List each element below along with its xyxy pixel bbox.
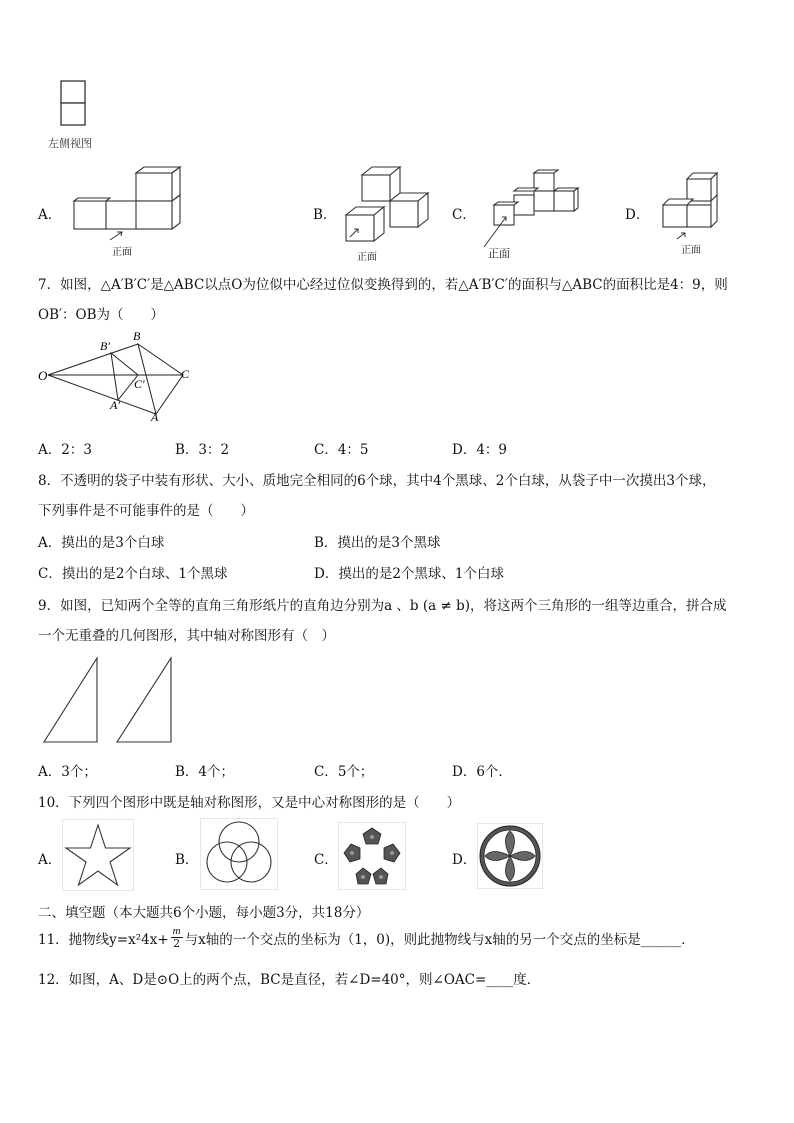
q6-option-b-letter[interactable]: B． (313, 207, 337, 223)
q7-stem-line1: 7．如图，△A′B′C′是△ABC以点O为位似中心经过位似变换得到的，若△A′B′C′的面积与△ABC的面积比是4：9，则 (38, 277, 728, 293)
q8-option-c[interactable]: C．摸出的是2个白球、1个黑球 (38, 566, 228, 582)
q6-option-a-front-label: 正面 (112, 247, 132, 258)
q9-option-d[interactable]: D．6个． (452, 764, 512, 780)
q7-option-c[interactable]: C．4：5 (314, 442, 369, 458)
q6-option-a-letter[interactable]: A． (38, 207, 62, 223)
q9-stem-line1: 9．如图，已知两个全等的直角三角形纸片的直角边分别为a 、b (a ≠ b)，将这两个三角形的一组等边重合，拼合成 (38, 598, 727, 614)
q6-option-b-front-label: 正面 (357, 252, 377, 263)
q11-fraction (171, 925, 183, 950)
q11-stem-pre: 11．抛物线y=x²4x+ (38, 931, 169, 948)
q10-option-d-letter[interactable]: D． (452, 852, 477, 868)
left-side-view-label: 左侧视图 (48, 137, 92, 150)
q11-fraction-denominator: 2 (173, 937, 181, 950)
q8-stem-line1: 8．不透明的袋子中装有形状、大小、质地完全相同的6个球，其中4个黑球、2个白球，从袋子中一次摸出3个球， (38, 473, 716, 489)
q7-label-c-prime: C′ (134, 377, 145, 391)
q7-option-a[interactable]: A．2：3 (38, 442, 92, 458)
q6-option-b-figure (338, 165, 438, 260)
q11-stem (38, 925, 695, 950)
q10-option-a-letter[interactable]: A． (38, 852, 62, 868)
q8-option-b[interactable]: B．摸出的是3个黑球 (314, 535, 441, 551)
q6-option-d-front-label: 正面 (681, 245, 701, 256)
q11-fraction-numerator: m (172, 925, 181, 937)
q7-label-a-prime: A′ (110, 398, 120, 412)
q7-label-b-prime: B′ (100, 339, 110, 353)
q7-label-c: C (181, 367, 190, 381)
section2-title: 二、填空题（本大题共6个小题，每小题3分，共18分） (38, 905, 370, 921)
q7-label-o: O (38, 368, 48, 383)
q10-option-b-circles-figure (200, 818, 278, 890)
q9-right-triangle-1 (42, 656, 102, 746)
q10-option-d-flower-figure (477, 823, 543, 889)
q6-option-c-front-label: 正面 (488, 247, 510, 260)
q10-option-b-letter[interactable]: B． (175, 852, 199, 868)
q7-similar-triangles-figure (38, 328, 208, 423)
q9-stem-line2: 一个无重叠的几何图形，其中轴对称图形有（ ） (38, 628, 335, 644)
q10-option-c-pentagons-figure (338, 822, 406, 890)
q7-label-b: B (133, 329, 141, 343)
left-side-view-figure (60, 80, 100, 130)
q7-option-d[interactable]: D．4：9 (452, 442, 508, 458)
q6-option-d-letter[interactable]: D． (625, 207, 650, 223)
q10-option-c-letter[interactable]: C． (314, 852, 338, 868)
q11-stem-post: 与x轴的一个交点的坐标为（1，0)，则此抛物线与x轴的另一个交点的坐标是______． (184, 931, 695, 948)
q8-stem-line2: 下列事件是不可能事件的是（ ） (38, 503, 254, 519)
q9-option-c[interactable]: C．5个； (314, 764, 374, 780)
q9-option-b[interactable]: B．4个； (175, 764, 235, 780)
q7-stem-line2: OB′：OB为（ ） (38, 307, 165, 323)
q6-option-c-letter[interactable]: C． (452, 207, 476, 223)
q12-stem: 12．如图，A、D是⊙O上的两个点，BC是直径，若∠D=40°，则∠OAC=____度． (38, 972, 541, 988)
q9-option-a[interactable]: A．3个； (38, 764, 97, 780)
q10-option-a-star-figure (62, 819, 134, 891)
q8-option-a[interactable]: A．摸出的是3个白球 (38, 535, 165, 551)
q7-label-a: A (151, 410, 159, 424)
q10-stem: 10．下列四个图形中既是轴对称图形，又是中心对称图形的是（ ） (38, 795, 461, 811)
q9-right-triangle-2 (115, 656, 175, 746)
q8-option-d[interactable]: D．摸出的是2个黑球、1个白球 (314, 566, 505, 582)
q7-option-b[interactable]: B．3：2 (175, 442, 230, 458)
